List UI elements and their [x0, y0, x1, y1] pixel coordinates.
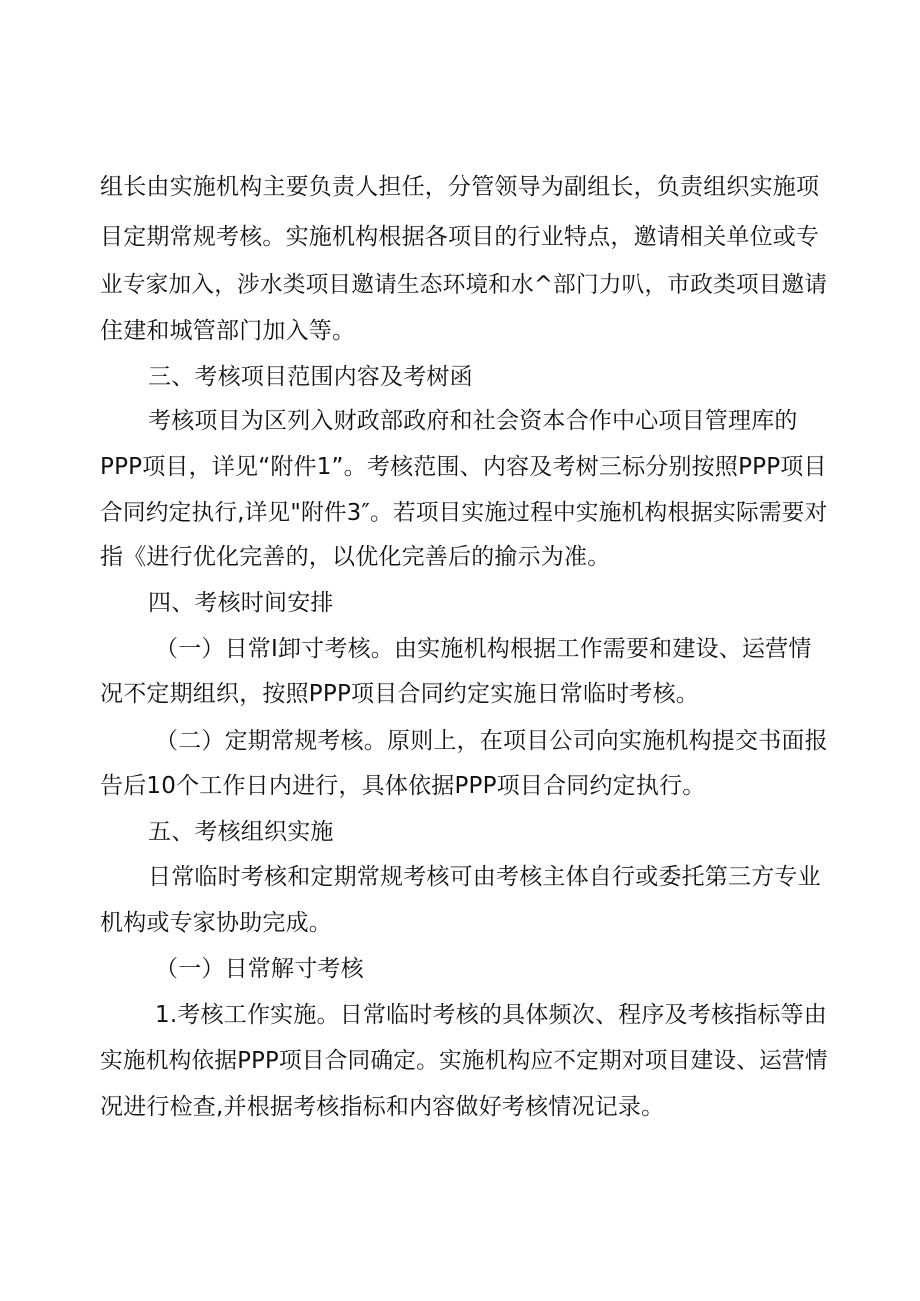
paragraph-line: 考核项目为区列入财政部政府和社会资本合作中心项目管理库的 [148, 408, 798, 434]
paragraph-line: 住建和城管部门加入等。 [100, 318, 356, 344]
paragraph-line: 机构或专家协助完成。 [100, 910, 332, 936]
subsection-heading: （一）日常解寸考核 [155, 956, 364, 982]
paragraph-line: 1.考核工作实施。日常临时考核的具体频次、程序及考核指标等由 [155, 1002, 827, 1028]
paragraph-line: 指《进行优化完善的，以优化完善后的揄示为准。 [100, 544, 611, 570]
paragraph-line: 实施机构依据PPP项目合同确定。实施机构应不定期对项目建设、运营情 [100, 1048, 828, 1074]
paragraph-line: 告后10个工作日内进行，具体依据PPP项目合同约定执行。 [100, 773, 706, 799]
paragraph-line: 业专家加入，涉水类项目邀请生态环境和水^部门力叭，市政类项目邀请 [100, 272, 828, 298]
section-heading: 三、考核项目范围内容及考树函 [148, 364, 473, 390]
section-heading: 四、考核时间安排 [148, 590, 334, 616]
paragraph-line: 日常临时考核和定期常规考核可由考核主体自行或委托第三方专业 [148, 864, 821, 890]
paragraph-line: 况进行检查,并根据考核指标和内容做好考核情况记录。 [100, 1094, 665, 1120]
paragraph-line: 况不定期组织，按照PPP项目合同约定实施日常临时考核。 [100, 681, 700, 707]
section-heading: 五、考核组织实施 [148, 819, 334, 845]
paragraph-line: （二）定期常规考核。原则上，在项目公司向实施机构提交书面报 [155, 728, 828, 754]
paragraph-line: 合同约定执行,详见"附件3″。若项目实施过程中实施机构根据实际需要对 [100, 500, 828, 526]
paragraph-line: 目定期常规考核。实施机构根据各项目的行业特点，邀请相关单位或专 [100, 224, 820, 250]
paragraph-line: PPP项目，详见“附件1”。考核范围、内容及考树三标分别按照PPP项目 [100, 454, 827, 480]
paragraph-line: 组长由实施机构主要负责人担任，分管领导为副组长，负责组织实施项 [100, 174, 820, 200]
paragraph-line: （一）日常I卸寸考核。由实施机构根据工作需要和建设、运营情 [155, 636, 812, 662]
